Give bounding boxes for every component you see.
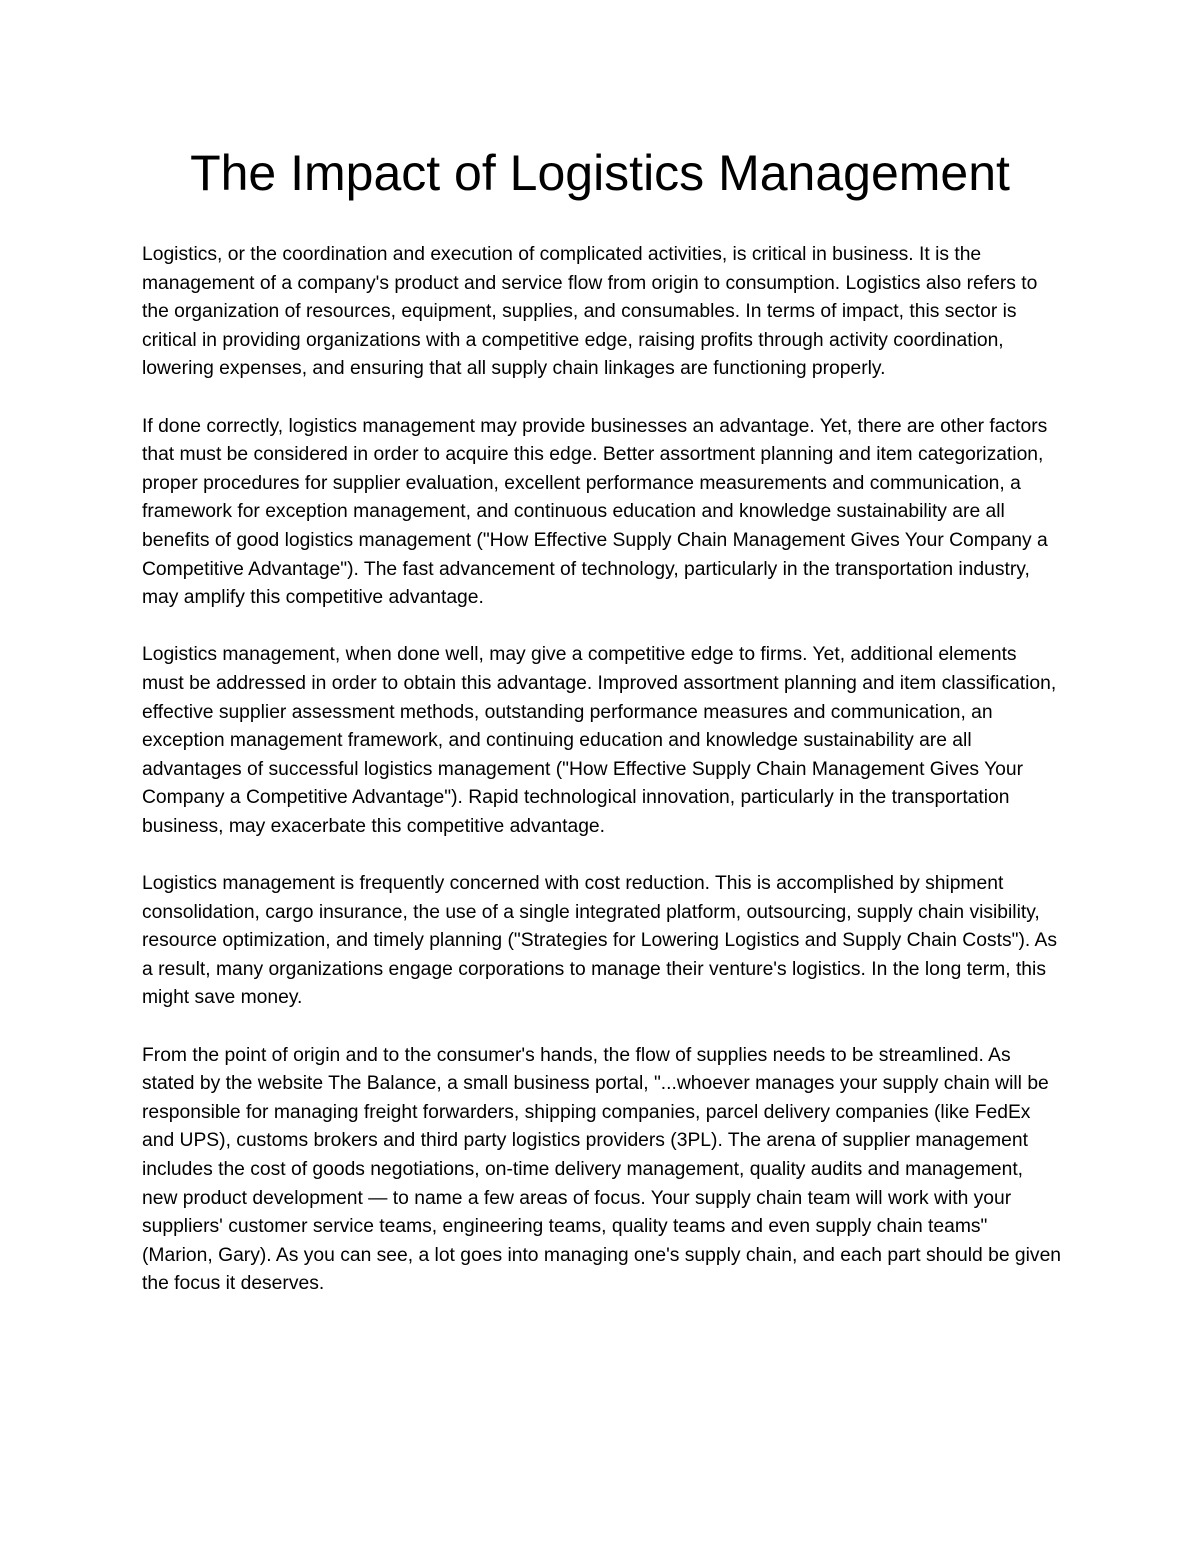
paragraph-1: Logistics, or the coordination and execution of complicated activities, is critical in business. It is the management of a company's product and service flow from origin to consumption. Logistics also refers to the organization of resources, equipment, supplies, and consumables. In terms of impact, this sector is critical in providing organizations with a competitive edge, raising profits through activity coordination, lowering expenses, and ensuring that all supply chain linkages are functioning properly. — [142, 244, 1038, 380]
paragraph-2: If done correctly, logistics management may provide businesses an advantage. Yet, there are other factors that must be considered in order to acquire this edge. Better assortment planning and item categorization, proper procedures for supplier evaluation, excellent performance measurements and communication, a framework for exception management, and continuous education and knowledge sustainability are all benefits of good logistics management ("How Effective Supply Chain Management Gives Your Company a Competitive Advantage"). The fast advancement of technology, particularly in the transportation industry, may amplify this competitive advantage. — [142, 415, 1048, 609]
document-body — [142, 241, 1062, 1328]
document-title: The Impact of Logistics Management — [190, 145, 1010, 201]
paragraph-5: From the point of origin and to the consumer's hands, the flow of supplies needs to be streamlined. As stated by the website The Balance, a small business portal, "...whoever manages your supply chain will be responsible for managing freight forwarders, shipping companies, parcel delivery companies (like FedEx and UPS), customs brokers and third party logistics providers (3PL). The arena of supplier management includes the cost of goods negotiations, on-time delivery management, quality audits and management, new product development — to name a few areas of focus. Your supply chain team will work with your suppliers' customer service teams, engineering teams, quality teams and even supply chain teams" (Marion, Gary). As you can see, a lot goes into managing one's supply chain, and each part should be given the focus it deserves. — [142, 1044, 1062, 1295]
paragraph-4: Logistics management is frequently concerned with cost reduction. This is accomplished by shipment consolidation, cargo insurance, the use of a single integrated platform, outsourcing, supply chain visibility, resource optimization, and timely planning ("Strategies for Lowering Logistics and Supply Chain Costs"). As a result, many organizations engage corporations to manage their venture's logistics. In the long term, this might save money. — [142, 873, 1058, 1009]
paragraph-3: Logistics management, when done well, may give a competitive edge to firms. Yet, additional elements must be addressed in order to obtain this advantage. Improved assortment planning and item classification, effective supplier assessment methods, outstanding performance measures and communication, an exception management framework, and continuing education and knowledge sustainability are all advantages of successful logistics management ("How Effective Supply Chain Management Gives Your Company a Competitive Advantage"). Rapid technological innovation, particularly in the transportation business, may exacerbate this competitive advantage. — [142, 644, 1057, 837]
